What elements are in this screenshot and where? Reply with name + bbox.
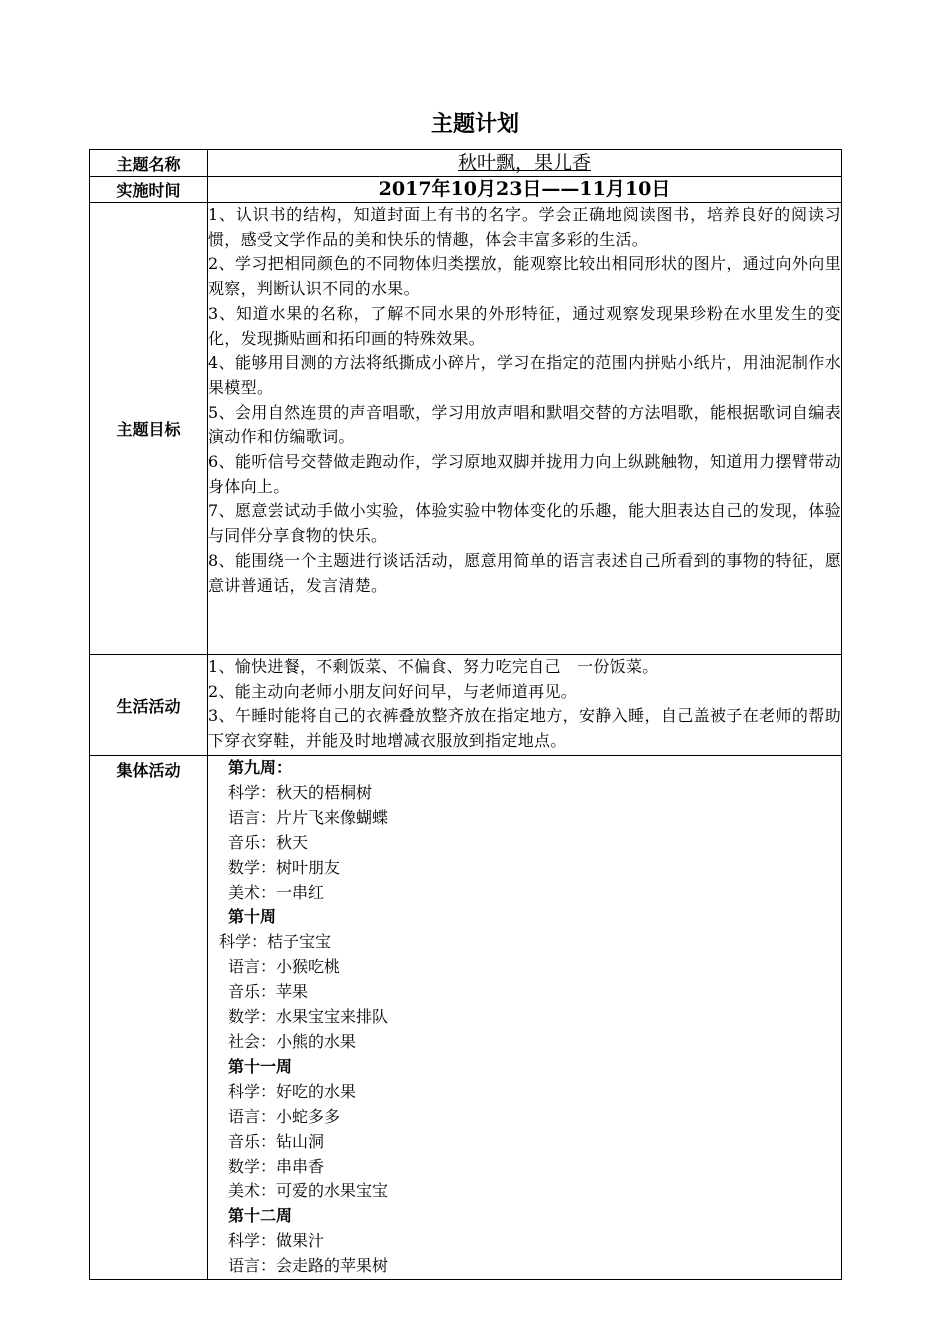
week-title: 第十周	[228, 907, 277, 927]
page-title: 主题计划	[430, 112, 519, 137]
life-item: 1、愉快进餐，不剩饭菜、不偏食、努力吃完自己 一份饭菜。	[208, 657, 659, 676]
goal-item: 1、认识书的结构，知道封面上有书的名字。学会正确地阅读图书，培养良好的阅读习惯，感受文学作品的美和快乐的情趣，体会丰富多彩的生活。	[208, 205, 841, 249]
implement-time-label: 实施时间	[90, 177, 208, 203]
activity-item: 数学：树叶朋友	[228, 857, 341, 877]
theme-goals-content	[208, 203, 842, 655]
goal-item: 6、能听信号交替做走跑动作，学习原地双脚并拢用力向上纵跳触物，知道用力摆臂带动身体向上。	[208, 452, 841, 496]
activity-item: 数学：水果宝宝来排队	[228, 1007, 389, 1027]
life-item: 2、能主动向老师小朋友问好问早，与老师道再见。	[208, 681, 578, 701]
week-title: 第十一周	[228, 1056, 293, 1076]
goal-item: 3、知道水果的名称，了解不同水果的外形特征，通过观察发现果珍粉在水里发生的变化，发现撕贴画和拓印画的特殊效果。	[208, 303, 841, 348]
goal-item: 8、能围绕一个主题进行谈话活动，愿意用简单的语言表述自己所看到的事物的特征，愿意讲普通话，发言清楚。	[208, 550, 841, 595]
life-activities-label: 生活活动	[90, 655, 208, 756]
week-title: 第十二周	[228, 1206, 293, 1226]
activity-item: 科学：桔子宝宝	[219, 932, 332, 952]
goal-item: 7、愿意尝试动手做小实验，体验实验中物体变化的乐趣，能大胆表达自己的发现，体验与同伴分享食物的快乐。	[208, 501, 841, 546]
row-implement-time	[90, 177, 842, 203]
life-item: 3、午睡时能将自己的衣裤叠放整齐放在指定地方，安静入睡，自己盖被子在老师的帮助下穿衣穿鞋，并能及时地增减衣服放到指定地点。	[208, 706, 841, 751]
activity-item: 美术：可爱的水果宝宝	[228, 1181, 389, 1201]
implement-time-value: 2017年10月23日——11月10日	[208, 177, 842, 203]
theme-goals-label: 主题目标	[90, 203, 208, 655]
row-life-activities	[90, 655, 842, 756]
activity-item: 语言：小猴吃桃	[228, 957, 341, 977]
goal-item: 5、会用自然连贯的声音唱歌，学习用放声唱和默唱交替的方法唱歌，能根据歌词自编表演动作和仿编歌词。	[208, 402, 841, 447]
activity-item: 美术：一串红	[228, 882, 325, 902]
row-theme-name	[90, 150, 842, 177]
goal-item: 4、能够用目测的方法将纸撕成小碎片，学习在指定的范围内拼贴小纸片，用油泥制作水果模型。	[208, 353, 841, 397]
theme-name-label: 主题名称	[90, 150, 208, 177]
activity-item: 科学：秋天的梧桐树	[228, 782, 373, 802]
theme-name-value: 秋叶飘，果儿香	[208, 150, 842, 177]
life-activities-content	[208, 655, 842, 756]
activity-item: 语言：小蛇多多	[228, 1106, 341, 1126]
row-theme-goals	[90, 203, 842, 655]
activity-item: 社会：小熊的水果	[228, 1031, 357, 1051]
row-collective-activities	[90, 756, 842, 1280]
collective-activities-content	[208, 756, 842, 1280]
activity-item: 语言：片片飞来像蝴蝶	[228, 807, 389, 827]
goal-item: 2、学习把相同颜色的不同物体归类摆放，能观察比较出相同形状的图片，通过向外向里观察，判断认识不同的水果。	[208, 254, 841, 299]
activity-item: 数学：串串香	[228, 1156, 325, 1176]
theme-plan-table	[89, 149, 842, 1280]
collective-activities-label: 集体活动	[90, 756, 208, 1280]
week-title: 第九周：	[228, 758, 293, 777]
activity-item: 语言：会走路的苹果树	[228, 1256, 389, 1276]
activity-item: 音乐：钻山洞	[228, 1131, 325, 1151]
activity-item: 音乐：秋天	[228, 832, 309, 852]
activity-item: 科学：做果汁	[228, 1231, 325, 1251]
activity-item: 音乐：苹果	[228, 982, 309, 1002]
activity-item: 科学：好吃的水果	[228, 1081, 357, 1101]
